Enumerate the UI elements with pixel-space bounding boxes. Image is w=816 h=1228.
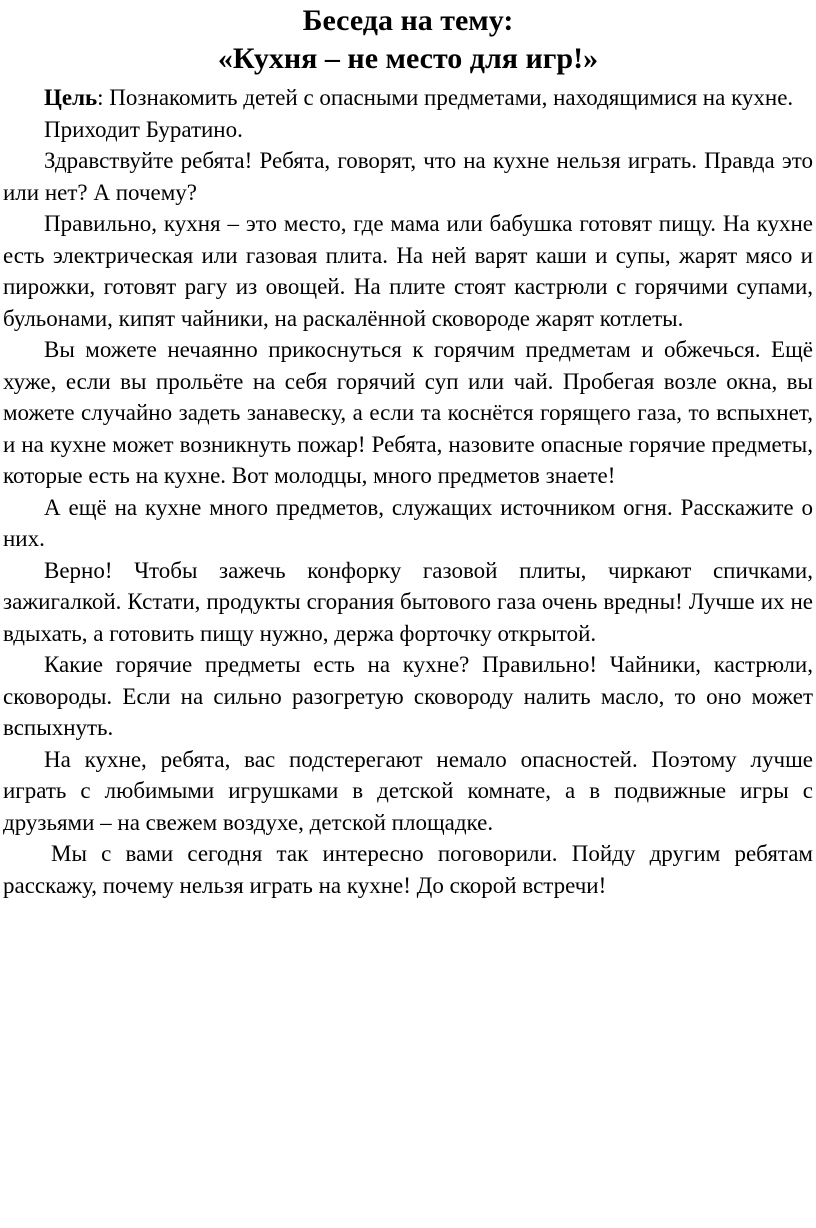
title-line-1: Беседа на тему: [302, 4, 514, 37]
document-body [3, 82, 813, 901]
paragraph-5: А ещё на кухне много предметов, служащих источником огня. Расскажите о них. [3, 494, 813, 551]
goal-label: Цель [44, 85, 98, 110]
paragraph-9: Мы с вами сегодня так интересно поговорили. Пойду другим ребятам расскажу, почему нельзя играть на кухне! До скорой встречи! [3, 841, 813, 898]
title-line-2: «Кухня – не место для игр!» [217, 42, 599, 75]
document-title [3, 2, 813, 78]
paragraph-2: Здравствуйте ребята! Ребята, говорят, что на кухне нельзя играть. Правда это или нет? А почему? [3, 148, 813, 205]
paragraph-7: Какие горячие предметы есть на кухне? Правильно! Чайники, кастрюли, сковороды. Если на сильно разогретую сковороду налить масло, то оно может вспыхнуть. [3, 652, 813, 740]
goal-paragraph [3, 82, 813, 114]
paragraph-3: Правильно, кухня – это место, где мама или бабушка готовят пищу. На кухне есть электрическая или газовая плита. На ней варят каши и супы, жарят мясо и пирожки, готовят рагу из овощей. На плите стоят кастрюли с горячими супами, бульонами, кипят чайники, на раскалённой сковороде жарят котлеты. [3, 211, 813, 331]
paragraph-6: Верно! Чтобы зажечь конфорку газовой плиты, чиркают спичками, зажигалкой. Кстати, продукты сгорания бытового газа очень вредны! Лучше их не вдыхать, а готовить пищу нужно, держа форточку открытой. [3, 557, 813, 646]
paragraph-4: Вы можете нечаянно прикоснуться к горячим предметам и обжечься. Ещё хуже, если вы прольёте на себя горячий суп или чай. Пробегая возле окна, вы можете случайно задеть занавеску, а если та коснётся горящего газа, то вспыхнет, и на кухне может возникнуть пожар! Ребята, назовите опасные горячие предметы, которые есть на кухне. Вот молодцы, много предметов знаете! [3, 337, 813, 488]
paragraph-8: На кухне, ребята, вас подстерегают немало опасностей. Поэтому лучше играть с любимыми игрушками в детской комнате, а в подвижные игры с друзьями – на свежем воздухе, детской площадке. [3, 746, 813, 835]
paragraph-1: Приходит Буратино. [44, 116, 243, 142]
goal-text: : Познакомить детей с опасными предметами, находящимися на кухне. [97, 85, 794, 110]
